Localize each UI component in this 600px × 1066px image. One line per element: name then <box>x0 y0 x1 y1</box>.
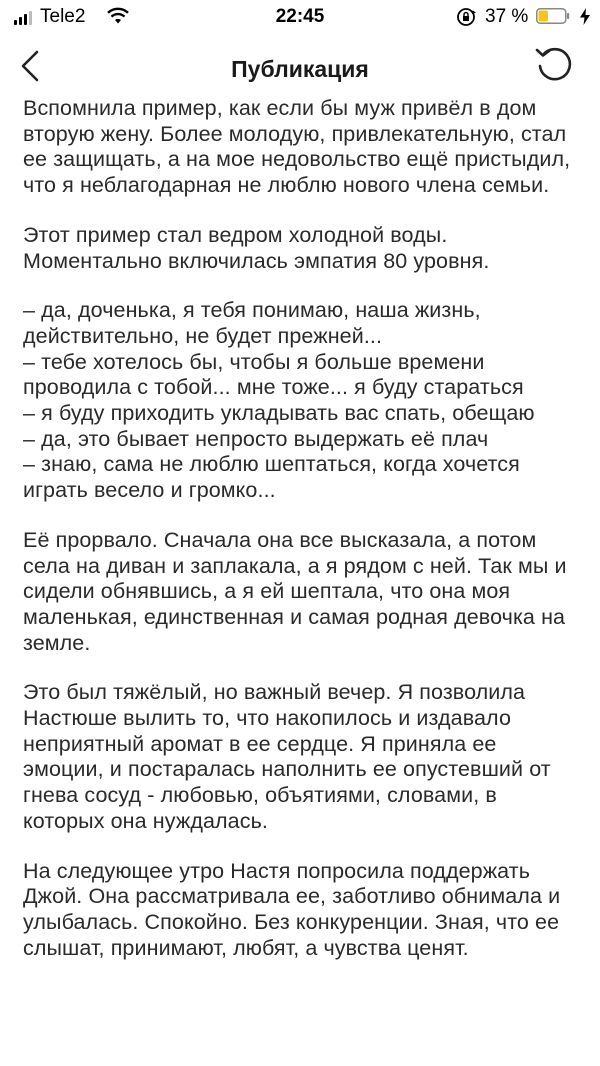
dialog-line: – да, это бывает непросто выдержать её плач <box>23 426 489 451</box>
charging-bolt-icon <box>580 8 590 25</box>
dialog-line: – да, доченька, я тебя понимаю, наша жизнь, действительно, не будет прежней... <box>23 298 481 348</box>
navigation-bar <box>0 36 600 98</box>
post-paragraph-2: Этот пример стал ведром холодной воды. Моментально включилась эмпатия 80 уровня. <box>23 222 490 273</box>
orientation-lock-icon <box>456 7 476 27</box>
carrier-name: Tele2 <box>40 6 86 27</box>
refresh-icon[interactable] <box>534 44 574 84</box>
post-paragraph-4: Её прорвало. Сначала она все высказала, а потом села на диван и заплакала, а я рядом с ней. Так мы и сидели обнявшись, а я ей шептала, что она моя маленькая, единственная и самая родная девочка на земле. <box>23 527 567 655</box>
post-paragraph-1: Вспомнила пример, как если бы муж привёл в дом вторую жену. Более молодую, привлекательную, стал ее защищать, а на мое недовольство ещё пристыдил, что я неблагодарная не люблю нового члена семьи. <box>23 96 571 198</box>
post-text <box>23 96 583 985</box>
dialog-line: – тебе хотелось бы, чтобы я больше времени проводила с тобой... мне тоже... я буду стараться <box>23 349 524 400</box>
post-paragraph-5: Это был тяжёлый, но важный вечер. Я позволила Настюше вылить то, что накопилось и издавало неприятный аромат в ее сердце. Я приняла ее эмоции, и постаралась наполнить ее опустевший от гнева сосуд - любовью, объятиями, словами, в которых она нуждалась. <box>23 680 551 833</box>
dialog-block <box>23 298 583 504</box>
status-bar <box>0 0 600 36</box>
battery-percent: 37 % <box>485 6 529 27</box>
battery-icon <box>536 8 570 24</box>
status-time: 22:45 <box>275 6 325 27</box>
dialog-line: – знаю, сама не люблю шептаться, когда хочется играть весело и громко... <box>23 452 520 503</box>
page-title: Публикация <box>231 56 369 82</box>
post-paragraph-6: На следующее утро Настя попросила поддержать Джой. Она рассматривала ее, заботливо обнимала и улыбалась. Спокойно. Без конкуренции. Зная, что ее слышат, принимают, любят, а чувства ценят. <box>23 858 561 960</box>
dialog-line: – я буду приходить укладывать вас спать, обещаю <box>23 401 535 426</box>
